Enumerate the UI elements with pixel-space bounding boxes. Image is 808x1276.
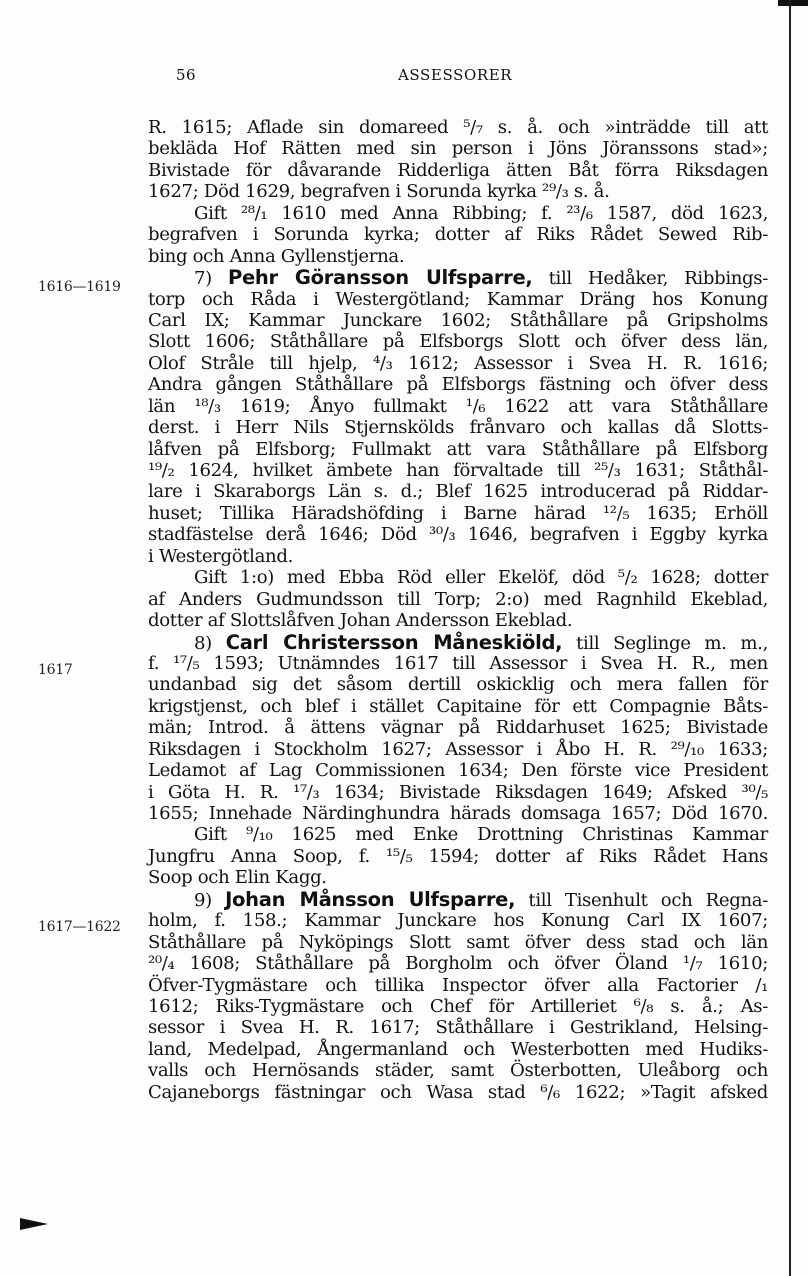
text-line: Carl IX; Kammar Junckare 1602; Ståthållare på Gripsholms (148, 309, 768, 331)
page-header (0, 66, 808, 92)
text-line: Bivistade för dåvarande Ridderliga ätten Båt förra Riksdagen (148, 159, 768, 181)
text-line: Olof Stråle till hjelp, ⁴/₃ 1612; Assessor i Svea H. R. 1616; (148, 352, 768, 374)
person-name: Carl Christersson Måneskiöld, (225, 630, 563, 654)
text-line: sessor i Svea H. R. 1617; Ståthållare i Gestrikland, Helsing- (148, 1017, 768, 1039)
text-line: begrafven i Sorunda kyrka; dotter af Riks Rådet Sewed Rib- (148, 224, 768, 246)
entry-number: 9) (194, 889, 212, 911)
text-line: Soop och Elin Kagg. (148, 867, 327, 889)
text-line: f. ¹⁷/₅ 1593; Utnämndes 1617 till Assessor i Svea H. R., men (148, 652, 768, 674)
margin-note-entry-7: 1616—1619 (38, 279, 121, 295)
text-line: Cajaneborgs fästningar och Wasa stad ⁶/₆ 1622; »Tagit afsked (148, 1081, 768, 1103)
page-edge-rule (789, 0, 791, 1276)
text-line: torp och Råda i Westergötland; Kammar Dräng hos Konung (148, 288, 768, 310)
text-line: Jungfru Anna Soop, f. ¹⁵/₅ 1594; dotter af Riks Rådet Hans (148, 845, 768, 867)
text-line: lare i Skaraborgs Län s. d.; Blef 1625 introducerad på Riddar- (148, 481, 768, 503)
text-line: valls och Hernösands städer, samt Österbotten, Uleåborg och (148, 1060, 768, 1082)
entry-heading-7 (148, 267, 768, 288)
entry-heading-rest: till Hedåker, Ribbings- (548, 268, 768, 290)
text-line: land, Medelpad, Ångermanland och Westerbotten med Hudiks- (148, 1038, 768, 1060)
text-line: undanbad sig det såsom dertill oskicklig och mera fallen för (148, 674, 768, 696)
person-name: Pehr Göransson Ulfsparre, (227, 266, 533, 290)
text-line: i Westergötland. (148, 545, 293, 567)
text-line: ²⁰/₄ 1608; Ståthållare på Borgholm och öfver Öland ¹/₇ 1610; (148, 953, 768, 975)
text-line: huset; Tillika Häradshöfding i Barne härad ¹²/₅ 1635; Erhöll (148, 502, 768, 524)
text-line: bing och Anna Gyllenstjerna. (148, 245, 405, 267)
text-line: Riksdagen i Stockholm 1627; Assessor i Åbo H. R. ²⁹/₁₀ 1633; (148, 738, 768, 760)
text-line: af Anders Gudmundsson till Torp; 2:o) med Ragnhild Ekeblad, (148, 588, 768, 610)
text-line: 1627; Död 1629, begrafven i Sorunda kyrka ²⁹/₃ s. å. (148, 181, 610, 203)
text-line: 1655; Innehade Närdinghundra härads domsaga 1657; Död 1670. (148, 803, 768, 824)
text-line: R. 1615; Aflade sin domareed ⁵/₇ s. å. och »inträdde till att (148, 117, 768, 138)
text-line: låfven på Elfsborg; Fullmakt att vara Ståthållare på Elfsborg (148, 438, 768, 460)
text-line: män; Introd. å ättens vägnar på Riddarhuset 1625; Bivistade (148, 717, 768, 739)
page-edge-mark (778, 0, 808, 6)
page-number: 56 (176, 66, 197, 84)
text-line: Slott 1606; Ståthållare på Elfsborgs Slott och öfver dess län, (148, 331, 768, 353)
text-line: holm, f. 158.; Kammar Junckare hos Konung Carl IX 1607; (148, 910, 768, 932)
text-line: ¹⁹/₂ 1624, hvilket ämbete han förvaltade till ²⁵/₃ 1631; Ståthål- (148, 460, 768, 481)
text-line: derst. i Herr Nils Stjernskölds frånvaro och kallas då Slotts- (148, 417, 768, 439)
text-line: Öfver-Tygmästare och tillika Inspector öfver alla Factorier /₁ (148, 974, 768, 996)
entry-heading-8 (148, 632, 768, 653)
text-line: 1612; Riks-Tygmästare och Chef för Artilleriet ⁶/₈ s. å.; As- (148, 995, 768, 1017)
entry-heading-rest: till Tisenhult och Regna- (528, 889, 769, 911)
entry-heading-9 (148, 889, 768, 910)
person-name: Johan Månsson Ulfsparre, (225, 887, 516, 911)
text-line: Andra gången Ståthållare på Elfsborgs fästning och öfver dess (148, 374, 768, 396)
running-head: ASSESSORER (398, 66, 513, 84)
margin-note-entry-8: 1617 (38, 662, 73, 678)
text-line: Ståthållare på Nyköpings Slott samt öfver dess stad och län (148, 931, 768, 953)
entry-number: 8) (194, 632, 212, 654)
entry-heading-rest: till Seglinge m. m., (576, 632, 768, 654)
page-body (148, 117, 768, 1103)
text-line: Ledamot af Lag Commissionen 1634; Den förste vice President (148, 760, 768, 782)
text-line: krigstjenst, och blef i stället Capitaine för ett Compagnie Båts- (148, 695, 768, 717)
arrow-marker-icon (20, 1218, 48, 1230)
entry-number: 7) (194, 268, 212, 290)
text-line: Gift 1:o) med Ebba Röd eller Ekelöf, död ⁵/₂ 1628; dotter (194, 567, 768, 589)
text-line: stadfästelse derå 1646; Död ³⁰/₃ 1646, begrafven i Eggby kyrka (148, 524, 768, 546)
text-line: Gift ²⁸/₁ 1610 med Anna Ribbing; f. ²³/₆ 1587, död 1623, (194, 202, 768, 224)
margin-note-entry-9: 1617—1622 (38, 919, 121, 935)
text-line: län ¹⁸/₃ 1619; Ånyo fullmakt ¹/₆ 1622 att vara Ståthållare (148, 395, 768, 417)
text-line: i Göta H. R. ¹⁷/₃ 1634; Bivistade Riksdagen 1649; Afsked ³⁰/₅ (148, 781, 768, 803)
text-line: bekläda Hof Rätten med sin person i Jöns Jöranssons stad»; (148, 138, 768, 160)
text-line: dotter af Slottslåfven Johan Andersson Ekeblad. (148, 610, 573, 632)
text-line: Gift ⁹/₁₀ 1625 med Enke Drottning Christinas Kammar (194, 824, 768, 846)
